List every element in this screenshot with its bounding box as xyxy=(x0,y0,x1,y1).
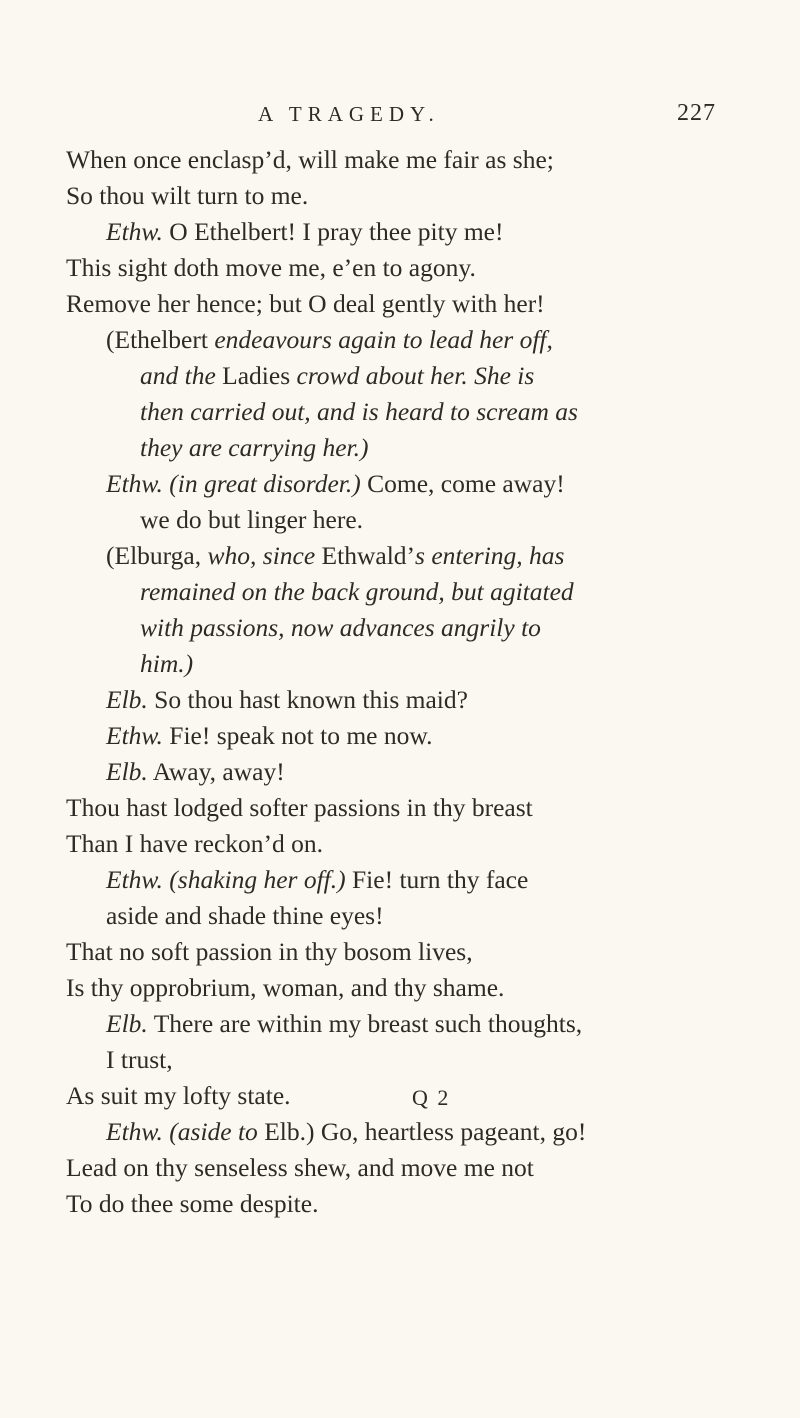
text-line: Than I have reckon’d on. xyxy=(66,829,324,858)
text-line: To do thee some despite. xyxy=(66,1189,319,1218)
stage-direction: (Elburga, who, since Ethwald’s entering, has xyxy=(106,541,565,570)
text-line: Ethw. Fie! speak not to me now. xyxy=(106,721,433,750)
text-line: aside and shade thine eyes! xyxy=(106,901,384,930)
text-line: That no soft passion in thy bosom lives, xyxy=(66,937,473,966)
stage-direction: then carried out, and is heard to scream as xyxy=(140,397,578,426)
stage-direction: and the Ladies crowd about her. She is xyxy=(140,361,535,390)
text-line: Is thy opprobrium, woman, and thy shame. xyxy=(66,973,505,1002)
page-number: 227 xyxy=(677,100,716,126)
stage-direction: they are carrying her.) xyxy=(140,433,369,462)
text-line: Elb. Away, away! xyxy=(106,757,285,786)
text-line: Lead on thy senseless shew, and move me not xyxy=(66,1153,534,1182)
text-line: Thou hast lodged softer passions in thy breast xyxy=(66,793,533,822)
speaker: Ethw. (shaking her off.) xyxy=(106,865,346,894)
speaker: Elb. xyxy=(106,757,148,786)
text-line: Ethw. (shaking her off.) Fie! turn thy face xyxy=(106,865,529,894)
text-line: I trust, xyxy=(106,1045,173,1074)
speaker: Ethw. xyxy=(106,217,163,246)
text-line: Remove her hence; but O deal gently with her! xyxy=(66,289,545,318)
stage-direction: him.) xyxy=(140,649,194,678)
text-line: Elb. So thou hast known this maid? xyxy=(106,685,468,714)
text-line: As suit my lofty state. xyxy=(66,1081,291,1110)
speaker: Elb. xyxy=(106,1009,148,1038)
stage-direction: with passions, now advances angrily to xyxy=(140,613,541,642)
text-line: So thou wilt turn to me. xyxy=(66,181,309,210)
speaker: Ethw. (aside to xyxy=(106,1117,265,1146)
stage-direction: remained on the back ground, but agitated xyxy=(140,577,574,606)
speaker: Ethw. xyxy=(106,721,163,750)
text-line: This sight doth move me, e’en to agony. xyxy=(66,253,476,282)
stage-direction: (Ethelbert endeavours again to lead her off, xyxy=(106,325,553,354)
signature-mark: Q 2 xyxy=(412,1085,451,1110)
text-line: Elb. There are within my breast such thoughts, xyxy=(106,1009,583,1038)
text-line: Ethw. (aside to Elb.) Go, heartless pageant, go! xyxy=(106,1117,587,1146)
text-line: When once enclasp’d, will make me fair as she; xyxy=(66,145,554,174)
text-line: we do but linger here. xyxy=(140,505,364,534)
speaker: Elb. xyxy=(106,685,148,714)
speaker: Ethw. (in great disorder.) xyxy=(106,469,361,498)
page-header xyxy=(0,96,800,136)
text-line: Ethw. (in great disorder.) Come, come away! xyxy=(106,469,565,498)
running-title: A TRAGEDY. xyxy=(258,102,440,126)
text-line: Ethw. O Ethelbert! I pray thee pity me! xyxy=(106,217,504,246)
play-text xyxy=(0,142,800,1222)
